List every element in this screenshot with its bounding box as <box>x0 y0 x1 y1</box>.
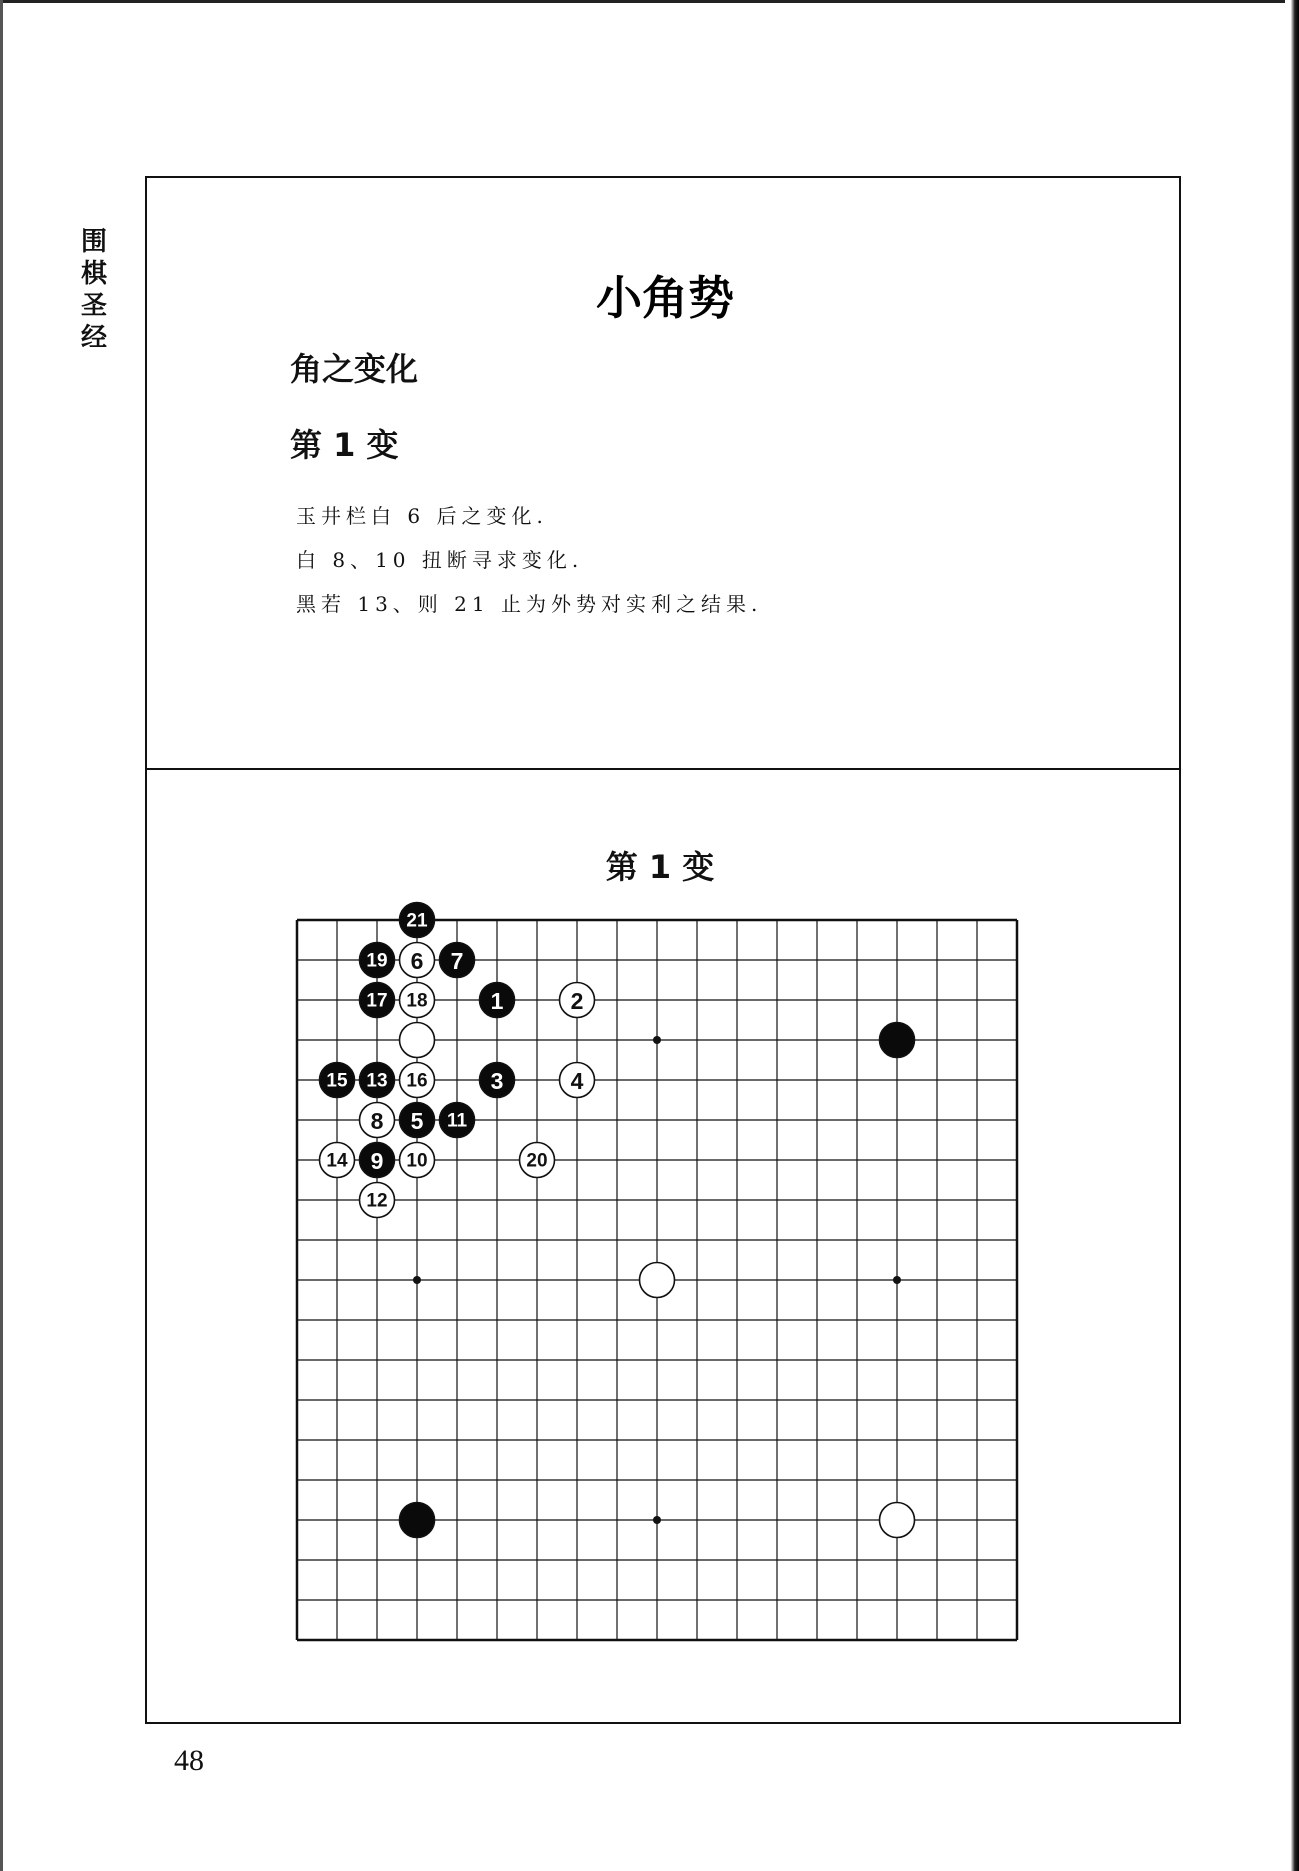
body-text-line: 玉井栏白 6 后之变化. <box>296 504 548 528</box>
stone-move-number: 15 <box>326 1070 348 1092</box>
stone-move-number: 14 <box>326 1150 348 1172</box>
stone-move-number: 4 <box>570 1068 584 1094</box>
stone-move-number: 17 <box>366 990 388 1012</box>
book-title-char: 圣 <box>80 291 107 321</box>
stone-move-number: 19 <box>366 950 388 972</box>
star-point <box>893 1276 901 1284</box>
book-title-char: 围 <box>80 227 107 257</box>
variation-heading: 第 1 变 <box>290 426 399 464</box>
stone-move-number: 10 <box>406 1150 428 1172</box>
stone-move-number: 16 <box>406 1070 428 1092</box>
stone-move-number: 11 <box>446 1110 468 1132</box>
page-number: 48 <box>174 1744 204 1777</box>
black-stone <box>880 1023 915 1058</box>
stone-move-number: 20 <box>526 1150 548 1172</box>
stone-move-number: 18 <box>406 990 428 1012</box>
go-board-diagram <box>280 900 1040 1660</box>
stone-move-number: 13 <box>366 1070 388 1092</box>
book-title-char: 棋 <box>80 259 107 289</box>
stone-move-number: 9 <box>370 1148 384 1174</box>
section-heading: 角之变化 <box>290 350 419 388</box>
stone-move-number: 1 <box>490 988 504 1014</box>
stone-move-number: 5 <box>410 1108 424 1134</box>
stone-move-number: 2 <box>570 988 584 1014</box>
white-stone <box>880 1503 915 1538</box>
page-top-edge <box>0 0 1299 3</box>
stone-move-number: 21 <box>406 910 428 932</box>
stone-move-number: 12 <box>366 1190 388 1212</box>
black-stone <box>400 1503 435 1538</box>
chapter-title: 小角势 <box>596 271 734 325</box>
stone-move-number: 7 <box>450 948 464 974</box>
white-stone <box>640 1263 675 1298</box>
stone-move-number: 3 <box>490 1068 504 1094</box>
star-point <box>653 1036 661 1044</box>
white-stone <box>400 1023 435 1058</box>
body-text-line: 黑若 13、则 21 止为外势对实利之结果. <box>296 592 763 616</box>
stone-move-number: 8 <box>370 1108 384 1134</box>
diagram-caption: 第 1 变 <box>605 848 715 886</box>
body-text-line: 白 8、10 扭断寻求变化. <box>296 548 584 572</box>
star-point <box>413 1276 421 1284</box>
stone-move-number: 6 <box>410 948 424 974</box>
frame-divider <box>145 768 1181 770</box>
star-point <box>653 1516 661 1524</box>
book-title-char: 经 <box>80 323 107 353</box>
